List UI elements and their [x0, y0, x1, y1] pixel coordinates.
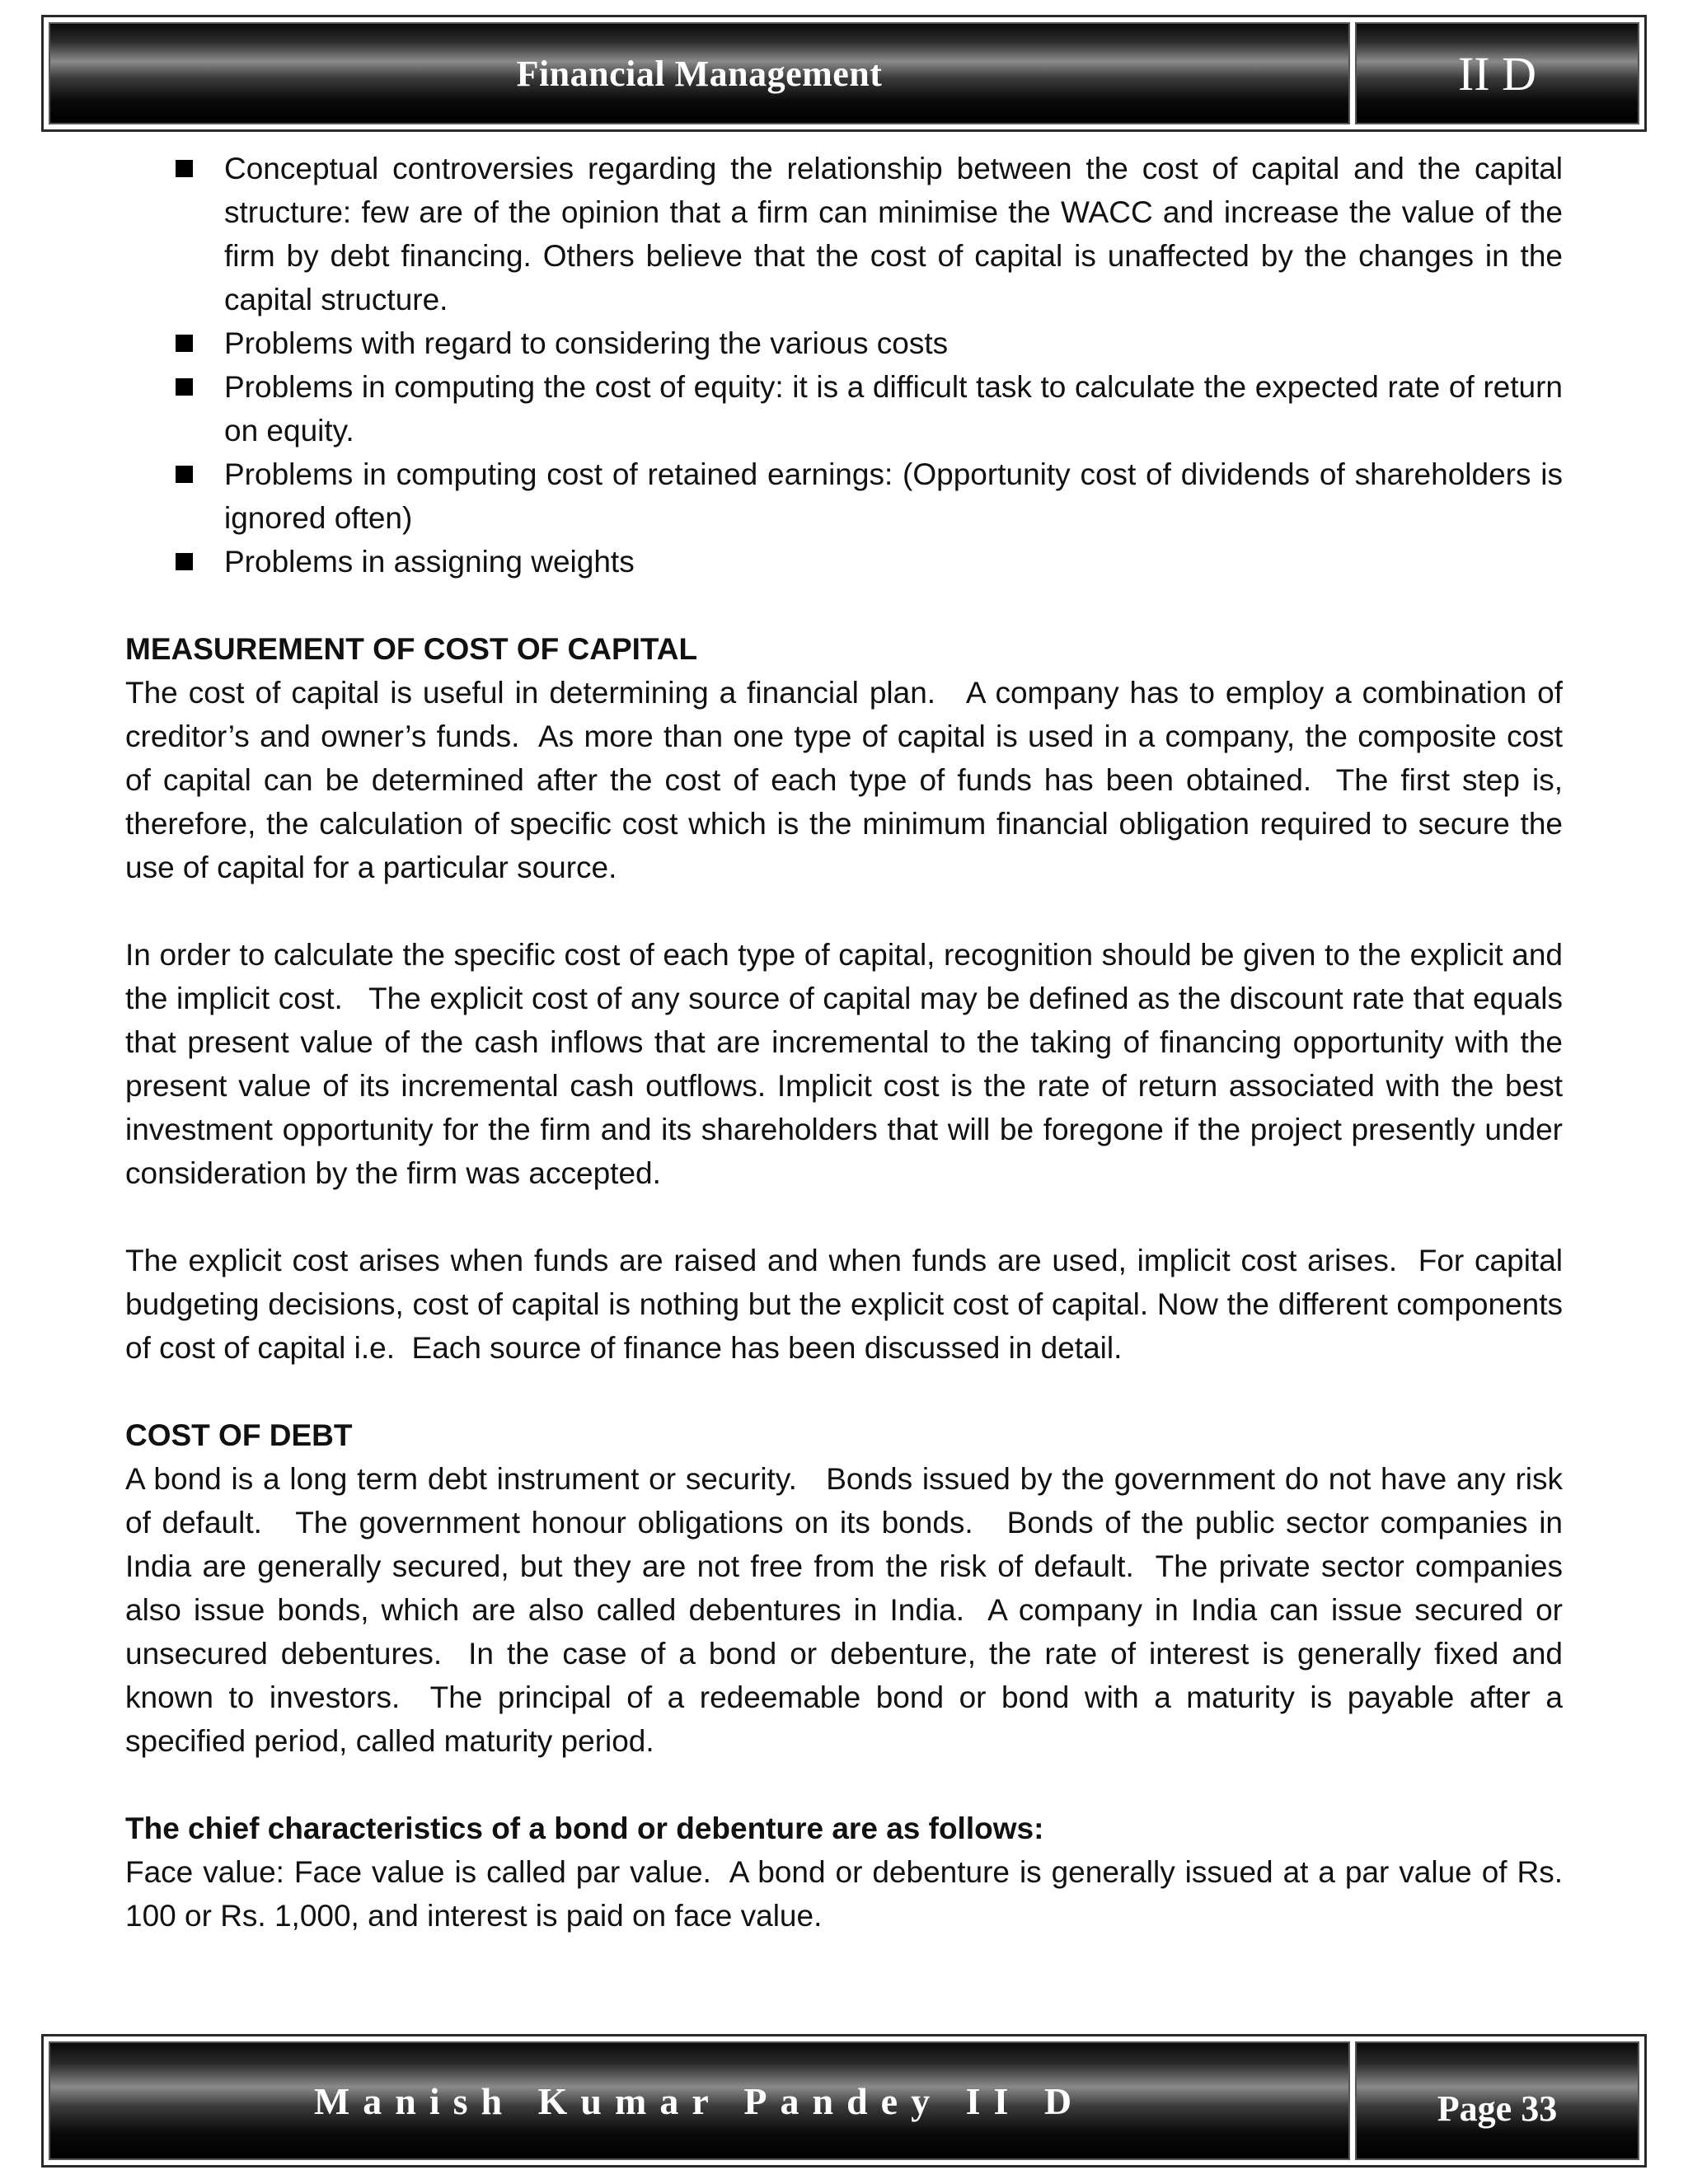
measurement-heading: MEASUREMENT OF COST OF CAPITAL — [125, 632, 698, 666]
page-footer — [41, 2034, 1647, 2168]
header-code: II D — [1457, 46, 1536, 101]
bullet-text: Conceptual controversies regarding the relationship between the cost of capital and the capital structure: few are of the opinion that a firm can minimise the WACC and increase the value of the firm by debt financing. Others believe that the cost of capital is unaffected by the changes in the capital structure. — [224, 152, 1563, 316]
square-bullet-icon — [176, 335, 193, 352]
header-title-cell — [49, 22, 1350, 124]
bullet-text: Problems in assigning weights — [224, 545, 635, 579]
list-item — [125, 147, 1563, 321]
list-item — [125, 321, 1563, 365]
measurement-paragraph-1: The cost of capital is useful in determining a financial plan. A company has to employ a combination of creditor’s and owner’s funds. As more than one type of capital is used in a company, the composite cost of capital can be determined after the cost of each type of funds has been obtained. The first step is, therefore, the calculation of specific cost which is the minimum financial obligation required to secure the use of capital for a particular source. — [125, 676, 1572, 884]
header-code-cell — [1355, 22, 1639, 124]
square-bullet-icon — [176, 378, 193, 396]
spacer — [125, 1763, 1563, 1807]
page-header — [41, 15, 1647, 132]
cost-of-debt-paragraph: A bond is a long term debt instrument or security. Bonds issued by the government do not have any risk of default. The government honour obligations on its bonds. Bonds of the public sector companies in India are generally secured, but they are not free from the risk of default. The private sector companies also issue bonds, which are also called debentures in India. A company in India can issue secured or unsecured debentures. In the case of a bond or debenture, the rate of interest is generally fixed and known to investors. The principal of a redeemable bond or bond with a maturity is payable after a specified period, called maturity period. — [125, 1462, 1572, 1758]
bullet-text: Problems in computing the cost of equity: it is a difficult task to calculate the expected rate of return on equity. — [224, 370, 1563, 448]
square-bullet-icon — [176, 553, 193, 570]
measurement-paragraph-2: In order to calculate the specific cost of each type of capital, recognition should be given to the explicit and the implicit cost. The explicit cost of any source of capital may be defined as the discount rate that equals that present value of the cash inflows that are incremental to the taking of financing opportunity with the present value of its incremental cash outflows. Implicit cost is the rate of return associated with the best investment opportunity for the firm and its shareholders that will be foregone if the project presently under consideration by the firm was accepted. — [125, 938, 1572, 1190]
list-item — [125, 540, 1563, 583]
footer-page-cell — [1355, 2041, 1639, 2160]
spacer — [125, 1370, 1563, 1413]
bullet-text: Problems with regard to considering the various costs — [224, 326, 949, 360]
square-bullet-icon — [176, 160, 193, 177]
page-number: Page 33 — [1437, 2088, 1558, 2129]
square-bullet-icon — [176, 466, 193, 483]
list-item — [125, 452, 1563, 540]
footer-author-cell — [49, 2041, 1350, 2160]
header-title: Financial Management — [516, 53, 883, 94]
bullet-list — [125, 147, 1563, 583]
measurement-paragraph-3: The explicit cost arises when funds are raised and when funds are used, implicit cost arises. For capital budgeting decisions, cost of capital is nothing but the explicit cost of capital. Now the different components of cost of capital i.e. Each source of finance has been discussed in detail. — [125, 1244, 1572, 1365]
list-item — [125, 365, 1563, 452]
spacer — [125, 1195, 1563, 1239]
footer-author: Manish Kumar Pandey II D — [313, 2079, 1085, 2122]
bullet-text: Problems in computing cost of retained earnings: (Opportunity cost of dividends of shareholders is ignored often) — [224, 457, 1563, 535]
characteristics-heading: The chief characteristics of a bond or debenture are as follows: — [125, 1811, 1044, 1845]
spacer — [125, 889, 1563, 933]
page-content — [125, 147, 1572, 1938]
spacer — [125, 583, 1563, 627]
footer-inner — [49, 2041, 1639, 2160]
cost-of-debt-heading: COST OF DEBT — [125, 1418, 353, 1452]
header-inner — [49, 22, 1639, 124]
characteristics-paragraph: Face value: Face value is called par value. A bond or debenture is generally issued at a par value of Rs. 100 or Rs. 1,000, and interest is paid on face value. — [125, 1855, 1572, 1933]
